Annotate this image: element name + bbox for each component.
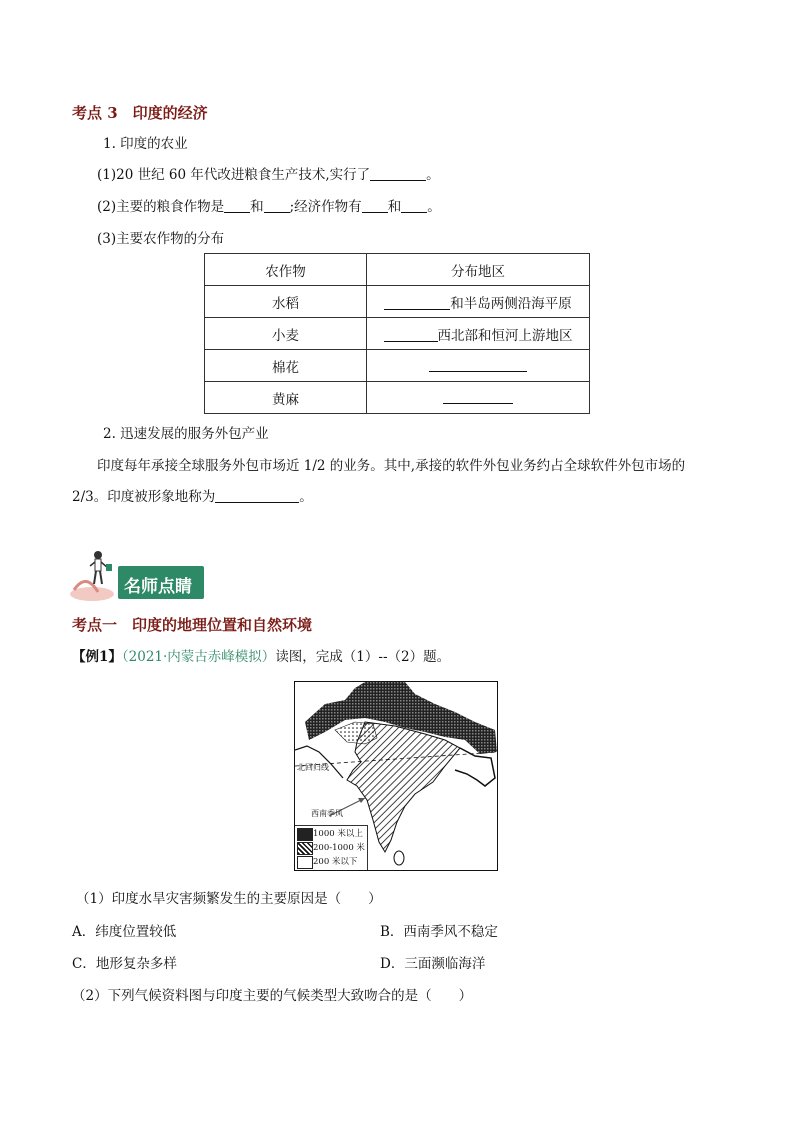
region-blank[interactable] [429, 358, 527, 372]
legend-label: 200 米以下 [313, 857, 358, 867]
table-row [205, 382, 590, 414]
q2-text-d: 和 [387, 199, 402, 215]
section-heading: 考点 3 印度的经济 [72, 104, 208, 122]
example-label: 【例1】 [72, 649, 122, 665]
crop-cell: 小麦 [205, 318, 367, 350]
crop-cell: 黄麻 [205, 382, 367, 414]
table-header-row [205, 254, 590, 286]
question-q3: (3)主要农作物的分布 [97, 231, 225, 247]
region-blank[interactable] [384, 296, 450, 310]
outsourcing-paragraph-line1: 印度每年承接全球服务外包市场近 1/2 的业务。其中,承接的软件外包业务约占全球软件外包市场的 [97, 458, 686, 474]
topic-heading: 考点一 印度的地理位置和自然环境 [72, 616, 313, 634]
legend-swatch-low [297, 856, 313, 869]
q2-text-b: 和 [250, 199, 264, 215]
east-coastline [455, 748, 495, 786]
option-a[interactable]: A．纬度位置较低 [72, 924, 177, 940]
q2-blank-3[interactable] [362, 199, 388, 213]
legend-label: 200-1000 米 [313, 843, 365, 853]
legend-label: 1000 米以上 [313, 829, 363, 839]
table-row [205, 350, 590, 382]
agriculture-subheading: 1. 印度的农业 [103, 136, 188, 152]
q2-text-c: ;经济作物有 [289, 199, 362, 215]
q2-blank-1[interactable] [224, 199, 250, 213]
outsourcing-subheading: 2. 迅速发展的服务外包产业 [103, 426, 269, 442]
sri-lanka [394, 851, 404, 865]
question-2: （2）下列气候资料图与印度主要的气候类型大致吻合的是（ ） [72, 988, 473, 1004]
q2-blank-4[interactable] [401, 199, 427, 213]
region-blank[interactable] [443, 390, 513, 404]
tropic-label: 北回归线 [297, 763, 329, 772]
example-line [72, 649, 450, 665]
region-cell [367, 318, 590, 350]
q1-end: 。 [426, 167, 440, 183]
option-c[interactable]: C．地形复杂多样 [72, 956, 177, 972]
crop-distribution-table [204, 253, 590, 414]
region-blank[interactable] [384, 328, 438, 342]
question-q2 [97, 199, 441, 215]
region-cell [367, 382, 590, 414]
q2-text-a: (2)主要的粮食作物是 [97, 199, 225, 215]
monsoon-label: 西南季风 [311, 809, 343, 818]
q1-text: (1)20 世纪 60 年代改进粮食生产技术,实行了 [97, 167, 371, 183]
legend-swatch-high [297, 828, 313, 841]
para-end: 。 [299, 489, 313, 505]
crop-cell: 水稻 [205, 286, 367, 318]
banner-title: 名师点睛 [124, 577, 192, 597]
nickname-blank[interactable] [215, 489, 299, 503]
example-text: 读图，完成（1）--（2）题。 [275, 649, 451, 665]
region-text: 西北部和恒河上游地区 [437, 327, 573, 344]
option-d[interactable]: D．三面濒临海洋 [380, 956, 486, 972]
para-text: 2/3。印度被形象地称为 [72, 489, 216, 505]
question-q1 [97, 167, 440, 183]
region-cell [367, 350, 590, 382]
table-header: 农作物 [205, 254, 367, 286]
teacher-illustration [68, 548, 124, 604]
table-header: 分布地区 [367, 254, 590, 286]
example-source: （2021·内蒙古赤峰模拟） [121, 649, 276, 665]
legend-swatch-mid [297, 842, 313, 855]
q2-text-e: 。 [427, 199, 441, 215]
question-1: （1）印度水旱灾害频繁发生的主要原因是（ ） [76, 891, 382, 907]
region-text: 和半岛两侧沿海平原 [450, 295, 572, 312]
option-b[interactable]: B．西南季风不稳定 [380, 924, 498, 940]
map-legend [295, 825, 368, 870]
table-row [205, 286, 590, 318]
q1-blank[interactable] [370, 167, 426, 181]
region-cell [367, 286, 590, 318]
outsourcing-paragraph-line2 [72, 489, 313, 505]
q2-blank-2[interactable] [264, 199, 290, 213]
table-row [205, 318, 590, 350]
crop-cell: 棉花 [205, 350, 367, 382]
